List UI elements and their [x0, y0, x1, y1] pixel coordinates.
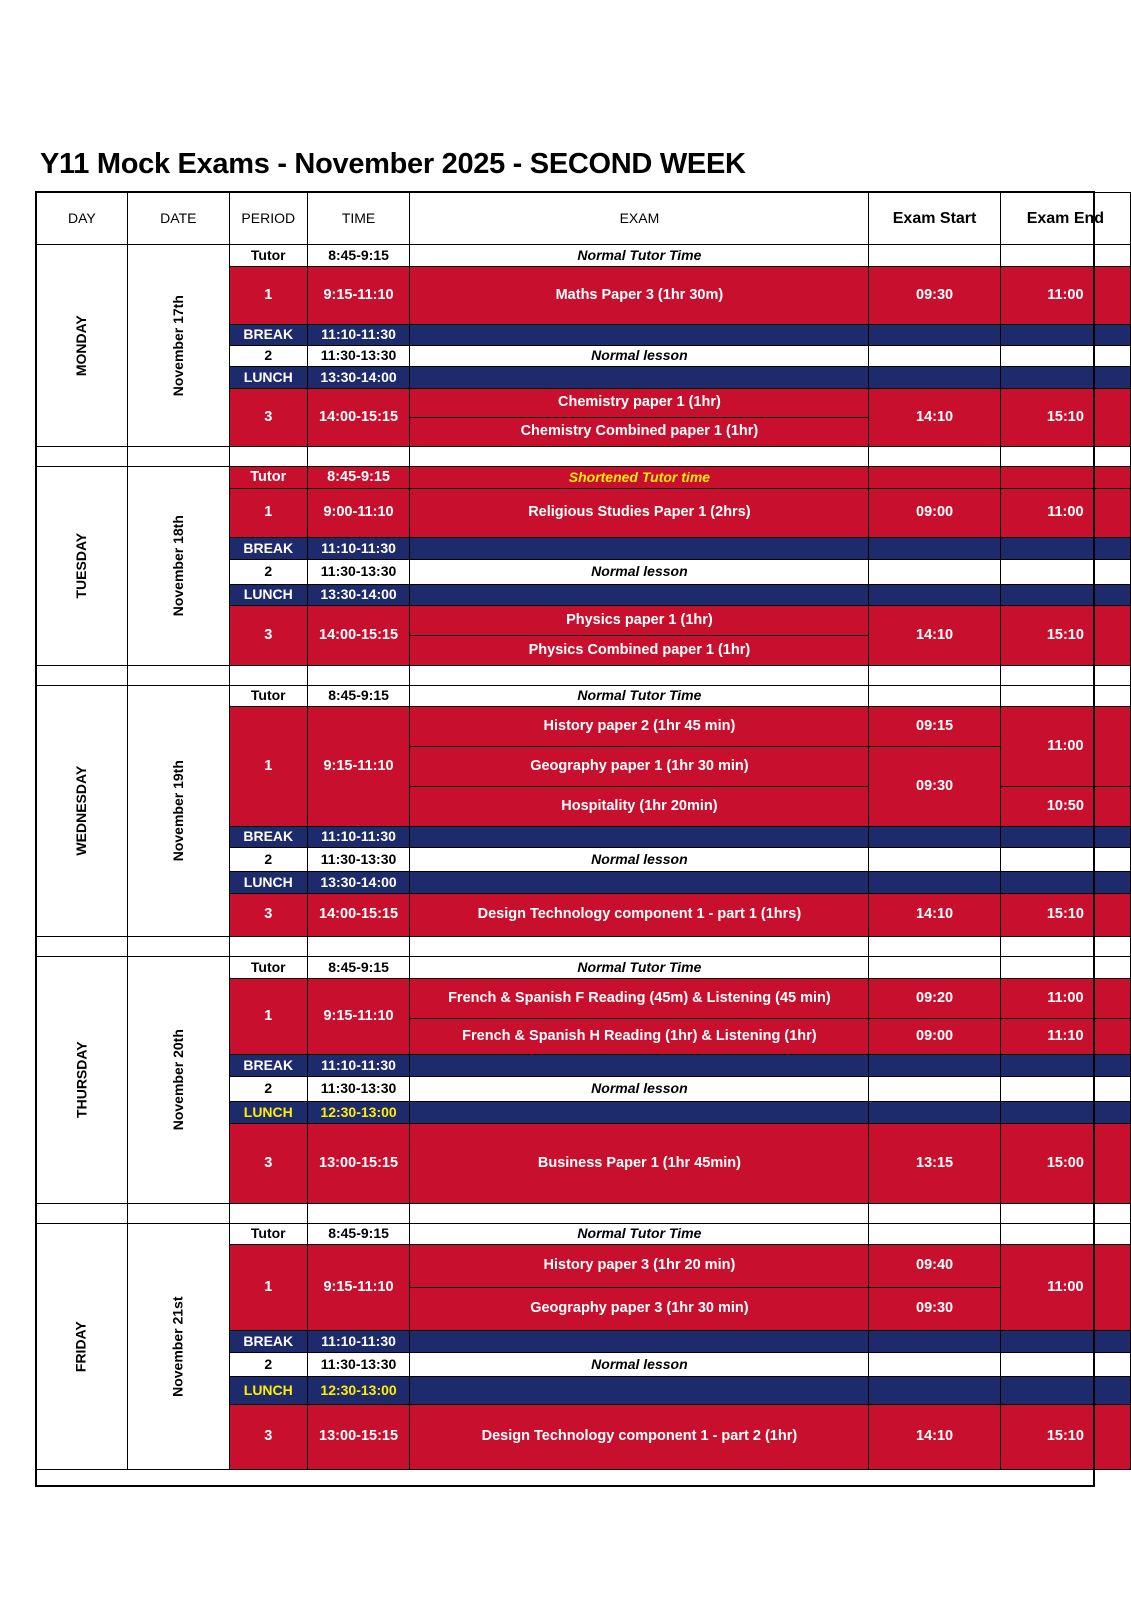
exam-cell	[410, 325, 869, 346]
header-exam: EXAM	[410, 193, 869, 245]
page-title: Y11 Mock Exams - November 2025 - SECOND WEEK	[40, 148, 746, 180]
exam-cell: Business Paper 1 (1hr 45min)	[410, 1124, 869, 1204]
exam-start-cell	[869, 1102, 1000, 1124]
period-cell: LUNCH	[229, 1377, 307, 1405]
exam-start-cell: 14:10	[869, 1405, 1000, 1470]
time-cell: 8:45-9:15	[307, 467, 410, 489]
exam-cell	[410, 1102, 869, 1124]
exam-end-cell	[1000, 686, 1130, 707]
exam-cell: French & Spanish H Reading (1hr) & Listening (1hr)	[410, 1019, 869, 1055]
period-cell: Tutor	[229, 957, 307, 979]
time-cell: 11:30-13:30	[307, 560, 410, 585]
exam-start-cell	[869, 1224, 1000, 1245]
exam-start-cell: 14:10	[869, 894, 1000, 937]
exam-cell: French & Spanish F Reading (45m) & Listening (45 min)	[410, 979, 869, 1019]
exam-end-cell: 15:10	[1000, 389, 1130, 447]
spacer-cell	[37, 937, 128, 957]
header-exam-start: Exam Start	[869, 193, 1000, 245]
exam-start-cell: 09:15	[869, 707, 1000, 747]
spacer-cell	[37, 447, 128, 467]
exam-cell: Geography paper 3 (1hr 30 min)	[410, 1288, 869, 1331]
exam-cell	[410, 1377, 869, 1405]
exam-cell: History paper 2 (1hr 45 min)	[410, 707, 869, 747]
spacer-cell	[1000, 937, 1130, 957]
date-label: November 19th	[169, 760, 186, 862]
spacer-cell	[307, 1204, 410, 1224]
exam-end-cell	[1000, 957, 1130, 979]
date-cell	[127, 957, 229, 1204]
exam-schedule-table	[36, 192, 1131, 1470]
exam-cell	[410, 538, 869, 560]
exam-cell	[410, 872, 869, 894]
exam-end-cell: 11:00	[1000, 979, 1130, 1019]
exam-cell: Normal lesson	[410, 848, 869, 872]
spacer-cell	[410, 666, 869, 686]
spacer-cell	[127, 447, 229, 467]
exam-cell: Normal Tutor Time	[410, 1224, 869, 1245]
time-cell: 14:00-15:15	[307, 389, 410, 447]
exam-start-cell: 09:30	[869, 267, 1000, 325]
time-cell: 11:30-13:30	[307, 1077, 410, 1102]
exam-cell: Normal lesson	[410, 560, 869, 585]
exam-end-cell	[1000, 467, 1130, 489]
spacer-cell	[410, 937, 869, 957]
exam-end-cell	[1000, 827, 1130, 848]
spacer-row	[37, 1204, 1131, 1224]
spacer-row	[37, 937, 1131, 957]
exam-cell: Religious Studies Paper 1 (2hrs)	[410, 489, 869, 538]
exam-end-cell: 11:00	[1000, 489, 1130, 538]
exam-start-cell	[869, 1077, 1000, 1102]
exam-end-cell	[1000, 1353, 1130, 1377]
period-cell: 2	[229, 1353, 307, 1377]
period-cell: 3	[229, 1124, 307, 1204]
time-cell: 11:30-13:30	[307, 346, 410, 367]
exam-end-cell: 11:10	[1000, 1019, 1130, 1055]
exam-end-cell	[1000, 538, 1130, 560]
date-cell	[127, 467, 229, 666]
exam-cell: Geography paper 1 (1hr 30 min)	[410, 747, 869, 787]
period-cell: 3	[229, 606, 307, 666]
time-cell: 13:30-14:00	[307, 872, 410, 894]
period-cell: Tutor	[229, 1224, 307, 1245]
exam-start-cell: 14:10	[869, 389, 1000, 447]
time-cell: 9:15-11:10	[307, 707, 410, 827]
date-label: November 17th	[169, 294, 186, 397]
period-cell: 3	[229, 1405, 307, 1470]
header-period: PERIOD	[229, 193, 307, 245]
exam-end-cell	[1000, 367, 1130, 389]
exam-end-cell	[1000, 872, 1130, 894]
exam-end-cell	[1000, 1055, 1130, 1077]
period-cell: 2	[229, 1077, 307, 1102]
time-cell: 12:30-13:00	[307, 1102, 410, 1124]
exam-cell	[410, 585, 869, 606]
exam-start-cell	[869, 538, 1000, 560]
exam-start-cell	[869, 848, 1000, 872]
time-cell: 11:10-11:30	[307, 538, 410, 560]
exam-end-cell: 11:00	[1000, 1245, 1130, 1331]
exam-cell: Maths Paper 3 (1hr 30m)	[410, 267, 869, 325]
day-label: TUESDAY	[73, 533, 90, 599]
exam-cell	[410, 1331, 869, 1353]
day-cell	[37, 245, 128, 447]
time-cell: 9:15-11:10	[307, 1245, 410, 1331]
spacer-row	[37, 666, 1131, 686]
spacer-cell	[229, 666, 307, 686]
exam-cell: Chemistry paper 1 (1hr)	[410, 389, 869, 418]
spacer-cell	[869, 666, 1000, 686]
header-time: TIME	[307, 193, 410, 245]
exam-cell: Normal Tutor Time	[410, 245, 869, 267]
day-cell	[37, 957, 128, 1204]
time-cell: 13:30-14:00	[307, 585, 410, 606]
exam-start-cell	[869, 1331, 1000, 1353]
period-cell: BREAK	[229, 538, 307, 560]
date-label: November 20th	[169, 1029, 186, 1131]
spacer-row	[37, 447, 1131, 467]
day-cell	[37, 467, 128, 666]
exam-end-cell: 15:10	[1000, 606, 1130, 666]
exam-start-cell: 09:40	[869, 1245, 1000, 1288]
exam-cell: Design Technology component 1 - part 2 (1hr)	[410, 1405, 869, 1470]
exam-cell: Normal lesson	[410, 1077, 869, 1102]
exam-end-cell	[1000, 325, 1130, 346]
period-cell: Tutor	[229, 245, 307, 267]
spacer-cell	[1000, 666, 1130, 686]
exam-start-cell: 09:30	[869, 747, 1000, 827]
day-label: THURSDAY	[73, 1041, 90, 1119]
day-label: FRIDAY	[73, 1321, 90, 1372]
exam-start-cell	[869, 957, 1000, 979]
spacer-cell	[410, 447, 869, 467]
period-cell: 1	[229, 489, 307, 538]
time-cell: 9:15-11:10	[307, 979, 410, 1055]
exam-end-cell	[1000, 1224, 1130, 1245]
exam-cell: Physics Combined paper 1 (1hr)	[410, 636, 869, 666]
time-cell: 11:10-11:30	[307, 1331, 410, 1353]
exam-start-cell	[869, 245, 1000, 267]
spacer-cell	[127, 666, 229, 686]
period-cell: 3	[229, 389, 307, 447]
spacer-cell	[37, 666, 128, 686]
period-cell: LUNCH	[229, 367, 307, 389]
time-cell: 8:45-9:15	[307, 245, 410, 267]
exam-start-cell	[869, 325, 1000, 346]
exam-start-cell	[869, 686, 1000, 707]
exam-cell: Normal Tutor Time	[410, 957, 869, 979]
exam-end-cell	[1000, 560, 1130, 585]
exam-start-cell	[869, 1055, 1000, 1077]
period-cell: 3	[229, 894, 307, 937]
exam-end-cell: 10:50	[1000, 787, 1130, 827]
time-cell: 8:45-9:15	[307, 1224, 410, 1245]
spacer-cell	[229, 1204, 307, 1224]
period-cell: LUNCH	[229, 585, 307, 606]
day-cell	[37, 1224, 128, 1470]
period-cell: 2	[229, 560, 307, 585]
spacer-cell	[410, 1204, 869, 1224]
period-cell: 2	[229, 346, 307, 367]
exam-start-cell: 09:20	[869, 979, 1000, 1019]
time-cell: 9:00-11:10	[307, 489, 410, 538]
exam-start-cell	[869, 1377, 1000, 1405]
exam-end-cell: 11:00	[1000, 707, 1130, 787]
exam-start-cell	[869, 585, 1000, 606]
exam-end-cell	[1000, 848, 1130, 872]
period-cell: Tutor	[229, 686, 307, 707]
spacer-cell	[37, 1204, 128, 1224]
time-cell: 14:00-15:15	[307, 894, 410, 937]
period-cell: 2	[229, 848, 307, 872]
exam-cell: Normal lesson	[410, 1353, 869, 1377]
day-label: MONDAY	[73, 315, 90, 376]
period-cell: BREAK	[229, 827, 307, 848]
exam-start-cell: 09:00	[869, 489, 1000, 538]
exam-start-cell	[869, 346, 1000, 367]
time-cell: 9:15-11:10	[307, 267, 410, 325]
exam-cell: History paper 3 (1hr 20 min)	[410, 1245, 869, 1288]
spacer-cell	[229, 937, 307, 957]
header-date: DATE	[127, 193, 229, 245]
spacer-cell	[869, 447, 1000, 467]
spacer-cell	[1000, 447, 1130, 467]
spacer-cell	[869, 1204, 1000, 1224]
exam-cell: Shortened Tutor time	[410, 467, 869, 489]
time-cell: 13:00-15:15	[307, 1405, 410, 1470]
spacer-cell	[307, 447, 410, 467]
period-cell: BREAK	[229, 1331, 307, 1353]
time-cell: 8:45-9:15	[307, 686, 410, 707]
date-cell	[127, 245, 229, 447]
period-cell: BREAK	[229, 325, 307, 346]
exam-end-cell	[1000, 346, 1130, 367]
time-cell: 13:00-15:15	[307, 1124, 410, 1204]
spacer-cell	[307, 666, 410, 686]
exam-end-cell	[1000, 1331, 1130, 1353]
time-cell: 13:30-14:00	[307, 367, 410, 389]
exam-cell: Physics paper 1 (1hr)	[410, 606, 869, 636]
exam-cell	[410, 1055, 869, 1077]
date-cell	[127, 686, 229, 937]
time-cell: 12:30-13:00	[307, 1377, 410, 1405]
period-cell: LUNCH	[229, 1102, 307, 1124]
spacer-cell	[229, 447, 307, 467]
date-label: November 21st	[169, 1296, 186, 1397]
exam-start-cell	[869, 367, 1000, 389]
exam-start-cell: 13:15	[869, 1124, 1000, 1204]
period-cell: 1	[229, 979, 307, 1055]
period-cell: Tutor	[229, 467, 307, 489]
date-cell	[127, 1224, 229, 1470]
exam-end-cell	[1000, 1077, 1130, 1102]
period-cell: 1	[229, 1245, 307, 1331]
exam-cell	[410, 827, 869, 848]
time-cell: 14:00-15:15	[307, 606, 410, 666]
spacer-cell	[869, 937, 1000, 957]
period-cell: 1	[229, 707, 307, 827]
spacer-cell	[127, 1204, 229, 1224]
header-day: DAY	[37, 193, 128, 245]
period-cell: LUNCH	[229, 872, 307, 894]
spacer-cell	[307, 937, 410, 957]
time-cell: 11:10-11:30	[307, 325, 410, 346]
date-label: November 18th	[169, 515, 186, 617]
exam-end-cell: 15:00	[1000, 1124, 1130, 1204]
exam-cell: Design Technology component 1 - part 1 (1hrs)	[410, 894, 869, 937]
period-cell: BREAK	[229, 1055, 307, 1077]
exam-end-cell: 11:00	[1000, 267, 1130, 325]
time-cell: 11:30-13:30	[307, 1353, 410, 1377]
spacer-cell	[127, 937, 229, 957]
exam-end-cell: 15:10	[1000, 894, 1130, 937]
exam-cell: Normal lesson	[410, 346, 869, 367]
exam-start-cell	[869, 1353, 1000, 1377]
day-cell	[37, 686, 128, 937]
header-exam-end: Exam End	[1000, 193, 1130, 245]
time-cell: 11:10-11:30	[307, 1055, 410, 1077]
exam-cell: Hospitality (1hr 20min)	[410, 787, 869, 827]
exam-start-cell	[869, 560, 1000, 585]
time-cell: 11:30-13:30	[307, 848, 410, 872]
time-cell: 11:10-11:30	[307, 827, 410, 848]
spacer-cell	[1000, 1204, 1130, 1224]
exam-end-cell: 15:10	[1000, 1405, 1130, 1470]
exam-start-cell: 09:00	[869, 1019, 1000, 1055]
exam-end-cell	[1000, 1102, 1130, 1124]
exam-cell: Chemistry Combined paper 1 (1hr)	[410, 418, 869, 447]
exam-start-cell: 09:30	[869, 1288, 1000, 1331]
exam-start-cell	[869, 467, 1000, 489]
exam-start-cell	[869, 827, 1000, 848]
time-cell: 8:45-9:15	[307, 957, 410, 979]
exam-end-cell	[1000, 585, 1130, 606]
exam-cell: Normal Tutor Time	[410, 686, 869, 707]
exam-end-cell	[1000, 245, 1130, 267]
exam-start-cell	[869, 872, 1000, 894]
exam-start-cell: 14:10	[869, 606, 1000, 666]
exam-cell	[410, 367, 869, 389]
period-cell: 1	[229, 267, 307, 325]
day-label: WEDNESDAY	[73, 766, 90, 856]
exam-end-cell	[1000, 1377, 1130, 1405]
